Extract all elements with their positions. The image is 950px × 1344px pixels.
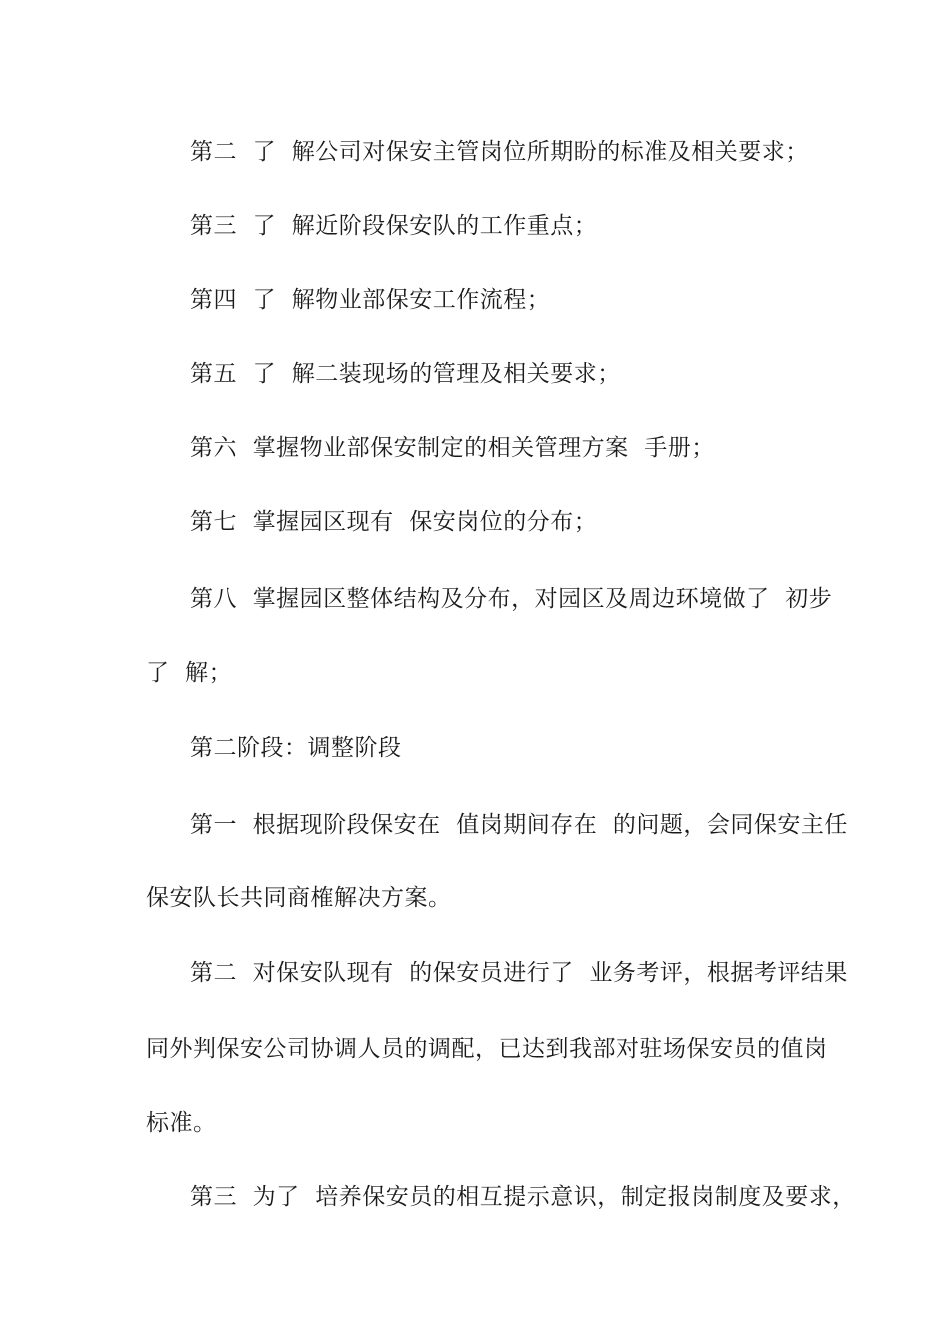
paragraph-line: 标准。 xyxy=(146,1110,217,1136)
paragraph-line: 第八 掌握园区整体结构及分布，对园区及周边环境做了 初步 xyxy=(190,586,833,612)
paragraph-line: 第二 了 解公司对保安主管岗位所期盼的标准及相关要求； xyxy=(190,139,809,165)
paragraph-line: 第三 为了 培养保安员的相互提示意识，制定报岗制度及要求， xyxy=(190,1184,856,1210)
paragraph-line: 第六 掌握物业部保安制定的相关管理方案 手册； xyxy=(190,435,715,461)
paragraph-line: 了 解； xyxy=(146,660,233,686)
paragraph-line: 第二 对保安队现有 的保安员进行了 业务考评，根据考评结果 xyxy=(190,960,848,986)
paragraph-line: 第四 了 解物业部保安工作流程； xyxy=(190,287,551,313)
paragraph-line: 第一 根据现阶段保安在 值岗期间存在 的问题，会同保安主任 xyxy=(190,812,848,838)
paragraph-line: 保安队长共同商榷解决方案。 xyxy=(146,885,452,911)
paragraph-line: 第三 了 解近阶段保安队的工作重点； xyxy=(190,213,598,239)
paragraph-line: 第五 了 解二装现场的管理及相关要求； xyxy=(190,361,621,387)
paragraph-line: 第七 掌握园区现有 保安岗位的分布； xyxy=(190,509,598,535)
section-heading: 第二阶段：调整阶段 xyxy=(190,735,402,761)
paragraph-line: 同外判保安公司协调人员的调配，已达到我部对驻场保安员的值岗 xyxy=(146,1036,828,1062)
